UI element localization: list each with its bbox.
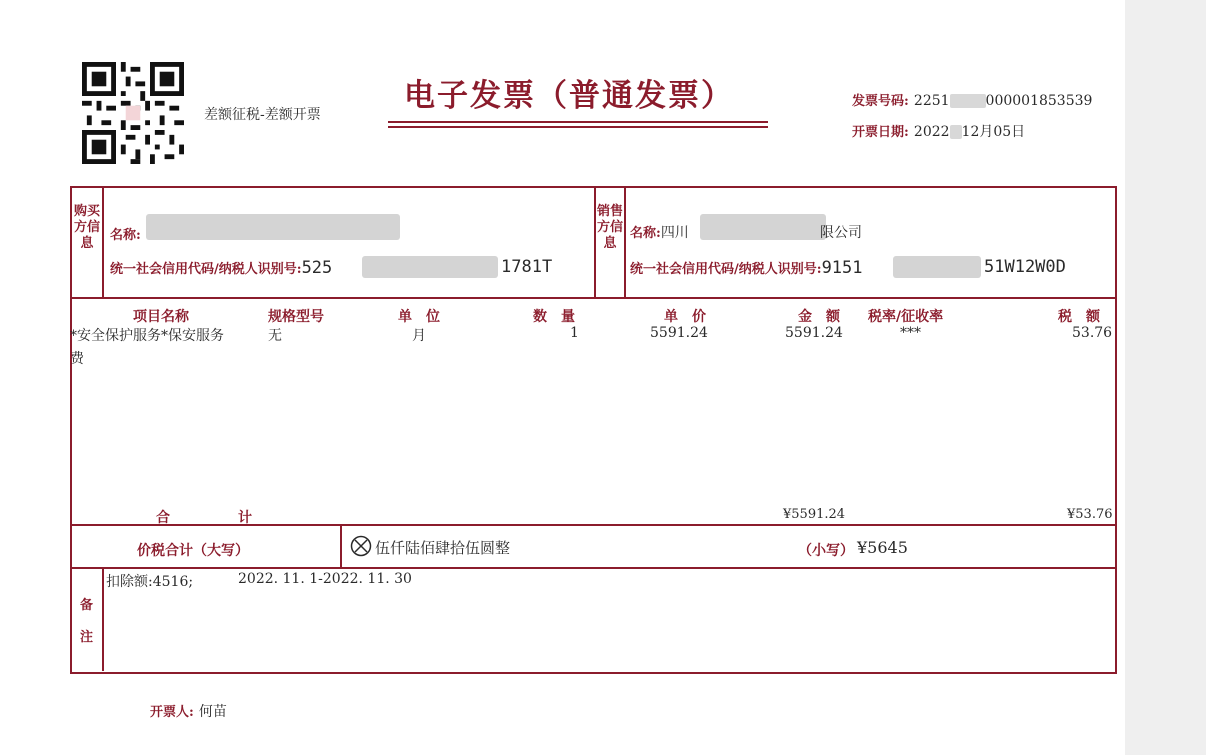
remarks-deduction: 扣除额:4516; — [106, 574, 194, 590]
col-header-qty: 数 量 — [533, 309, 575, 325]
qr-code — [80, 62, 186, 164]
invoice-title: 电子发票（普通发票） — [404, 78, 734, 114]
total-tax: ¥53.76 — [1067, 507, 1113, 522]
grand-total-small-value: ¥5645 — [857, 538, 908, 557]
item-amount: 5591.24 — [785, 325, 843, 341]
issue-date-label: 开票日期: — [852, 125, 909, 140]
invoice-number-redaction — [950, 94, 986, 108]
grand-total-small-label: （小写） — [798, 543, 854, 559]
seller-name-end: 限公司 — [820, 225, 862, 241]
col-header-unit: 单 位 — [398, 309, 440, 325]
invoice-subtitle: 差额征税-差额开票 — [204, 107, 321, 123]
invoice-number-value-end: 000001853539 — [985, 93, 1093, 109]
total-label-divider — [340, 524, 342, 568]
issue-date — [852, 121, 1025, 141]
col-header-rate: 税率/征收率 — [868, 309, 944, 325]
total-label-b: 计 — [238, 510, 252, 526]
total-amount: ¥5591.24 — [783, 507, 846, 522]
item-tax: 53.76 — [1072, 325, 1113, 341]
buyer-tax-id-end: 1781T — [501, 257, 553, 277]
grand-total-uppercase: 伍仟陆佰肆拾伍圆整 — [375, 539, 511, 557]
buyer-label-divider — [102, 186, 104, 299]
buyer-name-label: 名称: — [110, 228, 141, 243]
issue-date-value: 2022 — [913, 124, 950, 140]
remarks-label-b: 注 — [80, 630, 94, 645]
seller-tax-id — [630, 258, 863, 278]
col-header-name: 项目名称 — [133, 309, 189, 325]
buyer-tax-id-redaction — [362, 256, 498, 278]
seller-name-start: 四川 — [660, 225, 689, 241]
item-unit: 月 — [412, 328, 426, 344]
item-price: 5591.24 — [650, 325, 708, 341]
title-underline-top — [388, 121, 768, 123]
seller-tax-id-start: 9151 — [821, 258, 863, 278]
issuer — [150, 701, 227, 721]
buyer-tax-id-label: 统一社会信用代码/纳税人识别号: — [110, 262, 302, 277]
item-rate: *** — [900, 325, 921, 341]
remarks-label-divider — [102, 567, 104, 671]
item-name-line2: 费 — [70, 351, 84, 367]
seller-name — [630, 222, 689, 242]
col-header-tax: 税 额 — [1058, 309, 1100, 325]
seller-tax-id-end: 51W12W0D — [984, 257, 1066, 277]
issue-date-value-end: 12月05日 — [961, 124, 1026, 140]
circled-x-icon — [350, 535, 372, 557]
seller-tax-id-label: 统一社会信用代码/纳税人识别号: — [630, 262, 822, 277]
scan-background-strip — [1125, 0, 1206, 755]
invoice-number — [852, 90, 1092, 109]
seller-tax-id-redaction — [893, 256, 981, 278]
seller-name-redaction — [700, 214, 826, 240]
buyer-tax-id-start: 525 — [301, 258, 333, 278]
buyer-tax-id — [110, 258, 332, 278]
seller-name-label: 名称: — [630, 226, 661, 241]
col-header-price: 单 价 — [664, 309, 706, 325]
title-underline-bottom — [388, 126, 768, 128]
remarks-top-divider — [70, 567, 1115, 569]
item-qty: 1 — [570, 325, 579, 341]
invoice-number-value: 2251 — [913, 93, 950, 109]
item-spec: 无 — [268, 328, 282, 344]
seller-section-label: 销售方信息 — [596, 204, 623, 251]
item-name-line1: *安全保护服务*保安服务 — [70, 328, 224, 344]
remarks-label-a: 备 — [80, 598, 94, 613]
invoice-number-label: 发票号码: — [852, 94, 909, 109]
col-header-amount: 金 额 — [798, 309, 840, 325]
grand-total-label: 价税合计（大写） — [137, 543, 249, 559]
buyer-name-redaction — [146, 214, 400, 240]
issue-date-redaction — [950, 125, 962, 139]
items-bottom-divider — [70, 524, 1115, 526]
col-header-spec: 规格型号 — [268, 309, 324, 325]
remarks-period: 2022. 11. 1-2022. 11. 30 — [238, 571, 412, 587]
party-divider — [70, 297, 1115, 299]
issuer-label: 开票人: — [150, 705, 194, 720]
buyer-section-label: 购买方信息 — [73, 204, 100, 251]
issuer-name: 何苗 — [198, 704, 227, 720]
total-label-a: 合 — [156, 510, 170, 526]
